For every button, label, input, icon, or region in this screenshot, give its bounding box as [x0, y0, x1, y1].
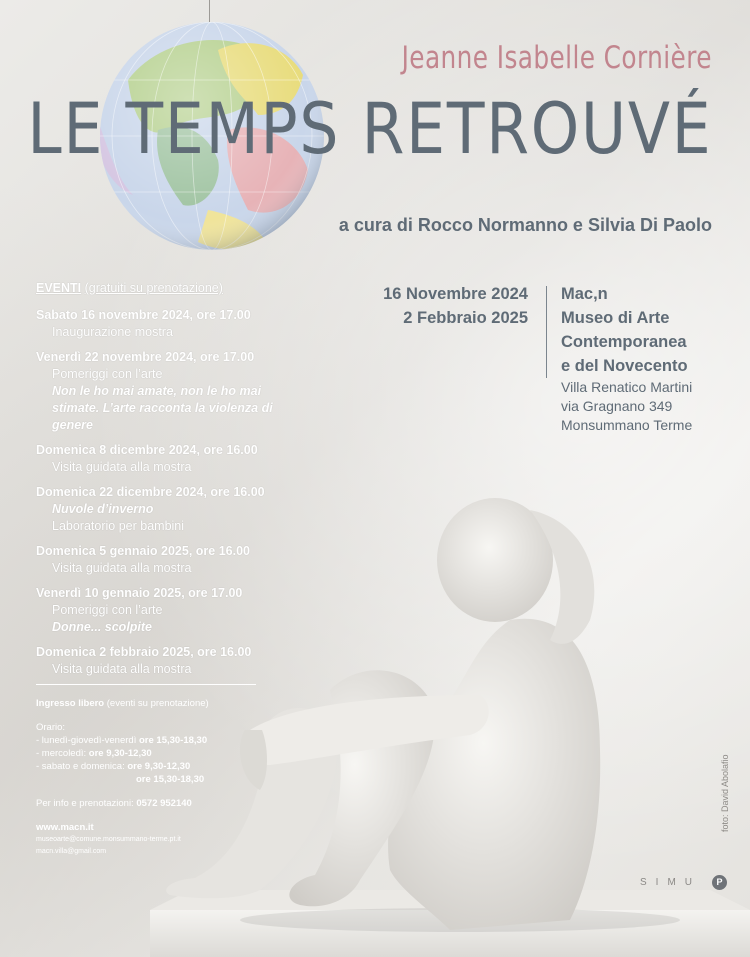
hours-days: - sabato e domenica: — [36, 761, 125, 772]
phone-number[interactable]: 0572 952140 — [136, 798, 192, 809]
entry-note: (eventi su prenotazione) — [106, 698, 209, 709]
hours-time: ore 15,30-18,30 — [138, 735, 208, 746]
event-date: Domenica 2 febbraio 2025, ore 16.00 — [36, 645, 252, 659]
venue-address-line: Monsummano Terme — [561, 417, 693, 433]
simup-logo-mark: P — [712, 875, 727, 890]
photo-credit: foto: David Abolafio — [720, 754, 730, 832]
events-heading-label: EVENTI — [36, 281, 82, 295]
event-description: Inaugurazione mostra — [52, 325, 173, 339]
event-description: Visita guidata alla mostra — [52, 460, 192, 474]
contact-label: Per info e prenotazioni: — [36, 798, 134, 809]
email-link[interactable]: museoarte@comune.monsummano-terme.pt.it — [36, 836, 181, 843]
event-title: Non le ho mai amate, non le ho mai stimate. L’arte racconta la violenza di genere — [52, 384, 273, 432]
events-heading — [36, 281, 276, 295]
event-description: Laboratorio per bambini — [52, 519, 185, 533]
event-description: Visita guidata alla mostra — [52, 662, 192, 676]
globe-string — [209, 0, 210, 22]
venue-name-line: e del Novecento — [561, 357, 688, 375]
simup-logo-text: SIMU — [640, 877, 701, 888]
event-date: Domenica 5 gennaio 2025, ore 16.00 — [36, 544, 250, 558]
event-title: Nuvole d’inverno — [52, 502, 154, 516]
exhibition-title: LE TEMPS RETROUVÉ — [26, 88, 712, 170]
event-description: Visita guidata alla mostra — [52, 561, 192, 575]
venue-name-line: Contemporanea — [561, 333, 687, 351]
events-heading-note: (gratuiti su prenotazione) — [84, 281, 223, 295]
event-item — [36, 349, 276, 434]
venue-name-line: Mac,n — [561, 285, 608, 303]
curators-line: a cura di Rocco Normanno e Silvia Di Paolo — [338, 215, 712, 235]
event-description: Pomeriggi con l’arte — [52, 603, 163, 617]
venue-address-line: via Gragnano 349 — [561, 398, 673, 414]
event-description: Pomeriggi con l’arte — [52, 367, 163, 381]
event-item — [36, 442, 276, 476]
venue-address-line: Villa Renatico Martini — [561, 379, 693, 395]
event-date: Venerdì 22 novembre 2024, ore 17.00 — [36, 350, 255, 364]
venue-name-line: Museo di Arte — [561, 309, 670, 327]
event-date: Venerdì 10 gennaio 2025, ore 17.00 — [36, 586, 243, 600]
end-date: 2 Febbraio 2025 — [403, 309, 528, 327]
artist-name: Jeanne Isabelle Cornière — [401, 40, 712, 76]
hours-days: - lunedì-giovedì-venerdì — [36, 735, 137, 746]
exhibition-dates — [360, 282, 528, 330]
venue-divider — [546, 286, 547, 378]
event-date: Sabato 16 novembre 2024, ore 17.00 — [36, 308, 251, 322]
website-link[interactable]: www.macn.it — [36, 822, 94, 833]
hours-time: ore 9,30-12,30 — [88, 748, 152, 759]
event-date: Domenica 8 dicembre 2024, ore 16.00 — [36, 443, 258, 457]
start-date: 16 Novembre 2024 — [383, 285, 528, 303]
hours-days: - mercoledì: — [36, 748, 87, 759]
venue-block — [561, 282, 692, 435]
hours-time: ore 9,30-12,30 — [127, 761, 191, 772]
event-item — [36, 307, 276, 341]
entry-label: Ingresso libero — [36, 698, 105, 709]
hours-time: ore 15,30-18,30 — [136, 774, 205, 785]
event-title: Donne... scolpite — [52, 620, 153, 634]
hours-label: Orario: — [36, 722, 66, 733]
email-link[interactable]: macn.villa@gmail.com — [36, 848, 107, 855]
event-date: Domenica 22 dicembre 2024, ore 16.00 — [36, 485, 265, 499]
